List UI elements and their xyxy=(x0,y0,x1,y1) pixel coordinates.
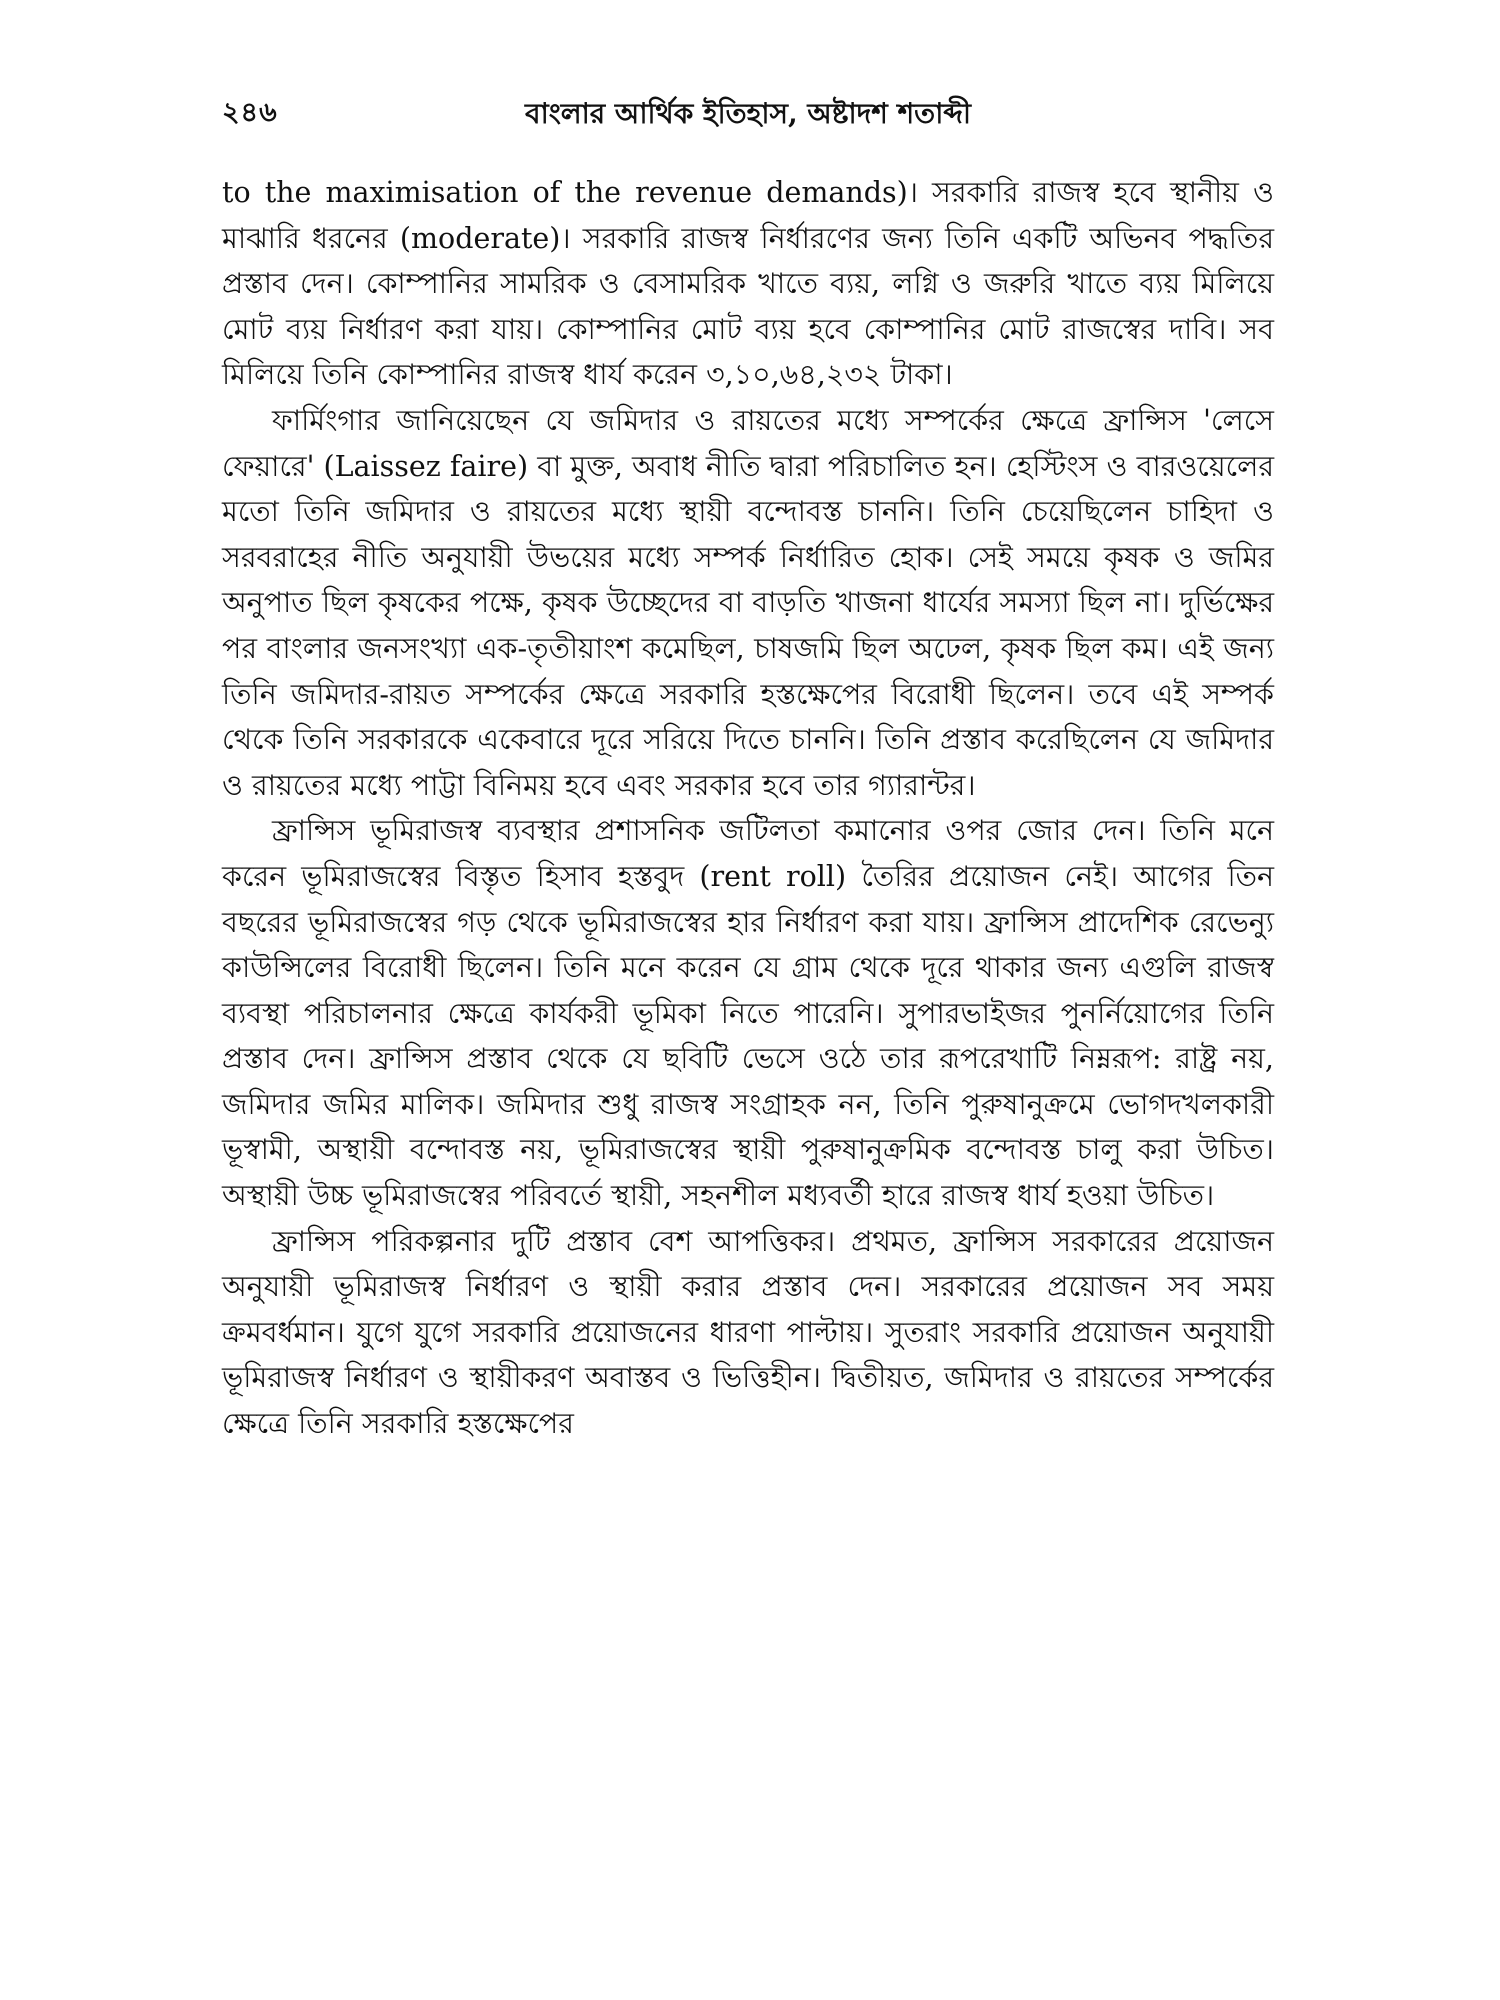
paragraph-farmingar: ফার্মিংগার জানিয়েছেন যে জমিদার ও রায়তের মধ্যে সম্পর্কের ক্ষেত্রে ফ্রান্সিস 'লেসে ফেয়ারে' (Laissez faire) বা মুক্ত, অবাধ নীতি দ্বারা পরিচালিত হন। হেস্টিংস ও বারওয়েলের মতো তিনি জমিদার ও রায়তের মধ্যে স্থায়ী বন্দোবস্ত চাননি। তিনি চেয়েছিলেন চাহিদা ও সরবরাহের নীতি অনুযায়ী উভয়ের মধ্যে সম্পর্ক নির্ধারিত হোক। সেই সময়ে কৃষক ও জমির অনুপাত ছিল কৃষকের পক্ষে, কৃষক উচ্ছেদের বা বাড়তি খাজনা ধার্যের সমস্যা ছিল না। দুর্ভিক্ষের পর বাংলার জনসংখ্যা এক-তৃতীয়াংশ কমেছিল, চাষজমি ছিল অঢেল, কৃষক ছিল কম। এই জন্য তিনি জমিদার-রায়ত সম্পর্কের ক্ষেত্রে সরকারি হস্তক্ষেপের বিরোধী ছিলেন। তবে এই সম্পর্ক থেকে তিনি সরকারকে একেবারে দূরে সরিয়ে দিতে চাননি। তিনি প্রস্তাব করেছিলেন যে জমিদার ও রায়তের মধ্যে পাট্টা বিনিময় হবে এবং সরকার হবে তার গ্যারান্টর। xyxy=(222,403,1274,802)
running-title: বাংলার আর্থিক ইতিহাস, অষ্টাদশ শতাব্দী xyxy=(525,97,971,130)
paragraph-francis-administration: ফ্রান্সিস ভূমিরাজস্ব ব্যবস্থার প্রশাসনিক জটিলতা কমানোর ওপর জোর দেন। তিনি মনে করেন ভূমিরাজস্বের বিস্তৃত হিসাব হস্তবুদ (rent roll) তৈরির প্রয়োজন নেই। আগের তিন বছরের ভূমিরাজস্বের গড় থেকে ভূমিরাজস্বের হার নির্ধারণ করা যায়। ফ্রান্সিস প্রাদেশিক রেভেন্যু কাউন্সিলের বিরোধী ছিলেন। তিনি মনে করেন যে গ্রাম থেকে দূরে থাকার জন্য এগুলি রাজস্ব ব্যবস্থা পরিচালনার ক্ষেত্রে কার্যকরী ভূমিকা নিতে পারেনি। সুপারভাইজর পুনর্নিয়োগের তিনি প্রস্তাব দেন। ফ্রান্সিস প্রস্তাব থেকে যে ছবিটি ভেসে ওঠে তার রূপরেখাটি নিম্নরূপ: রাষ্ট্র নয়, জমিদার জমির মালিক। জমিদার শুধু রাজস্ব সংগ্রাহক নন, তিনি পুরুষানুক্রমে ভোগদখলকারী ভূস্বামী, অস্থায়ী বন্দোবস্ত নয়, ভূমিরাজস্বের স্থায়ী পুরুষানুক্রমিক বন্দোবস্ত চালু করা উচিত। অস্থায়ী উচ্চ ভূমিরাজস্বের পরিবর্তে স্থায়ী, সহনশীল মধ্যবর্তী হারে রাজস্ব ধার্য হওয়া উচিত। xyxy=(222,814,1274,1213)
page-number: ২৪৬ xyxy=(222,97,278,128)
paragraph-continued: to the maximisation of the revenue demands)। সরকারি রাজস্ব হবে স্থানীয় ও মাঝারি ধরনের (moderate)। সরকারি রাজস্ব নির্ধারণের জন্য তিনি একটি অভিনব পদ্ধতির প্রস্তাব দেন। কোম্পানির সামরিক ও বেসামরিক খাতে ব্যয়, লগ্নি ও জরুরি খাতে ব্যয় মিলিয়ে মোট ব্যয় নির্ধারণ করা যায়। কোম্পানির মোট ব্যয় হবে কোম্পানির মোট রাজস্বের দাবি। সব মিলিয়ে তিনি কোম্পানির রাজস্ব ধার্য করেন ৩,১০,৬৪,২৩২ টাকা। xyxy=(222,176,1274,392)
paragraph-francis-objections: ফ্রান্সিস পরিকল্পনার দুটি প্রস্তাব বেশ আপত্তিকর। প্রথমত, ফ্রান্সিস সরকারের প্রয়োজন অনুযায়ী ভূমিরাজস্ব নির্ধারণ ও স্থায়ী করার প্রস্তাব দেন। সরকারের প্রয়োজন সব সময় ক্রমবর্ধমান। যুগে যুগে সরকারি প্রয়োজনের ধারণা পাল্টায়। সুতরাং সরকারি প্রয়োজন অনুযায়ী ভূমিরাজস্ব নির্ধারণ ও স্থায়ীকরণ অবাস্তব ও ভিত্তিহীন। দ্বিতীয়ত, জমিদার ও রায়তের সম্পর্কের ক্ষেত্রে তিনি সরকারি হস্তক্ষেপের xyxy=(222,1224,1274,1441)
page-header xyxy=(222,92,1274,142)
body-text xyxy=(222,170,1274,1447)
